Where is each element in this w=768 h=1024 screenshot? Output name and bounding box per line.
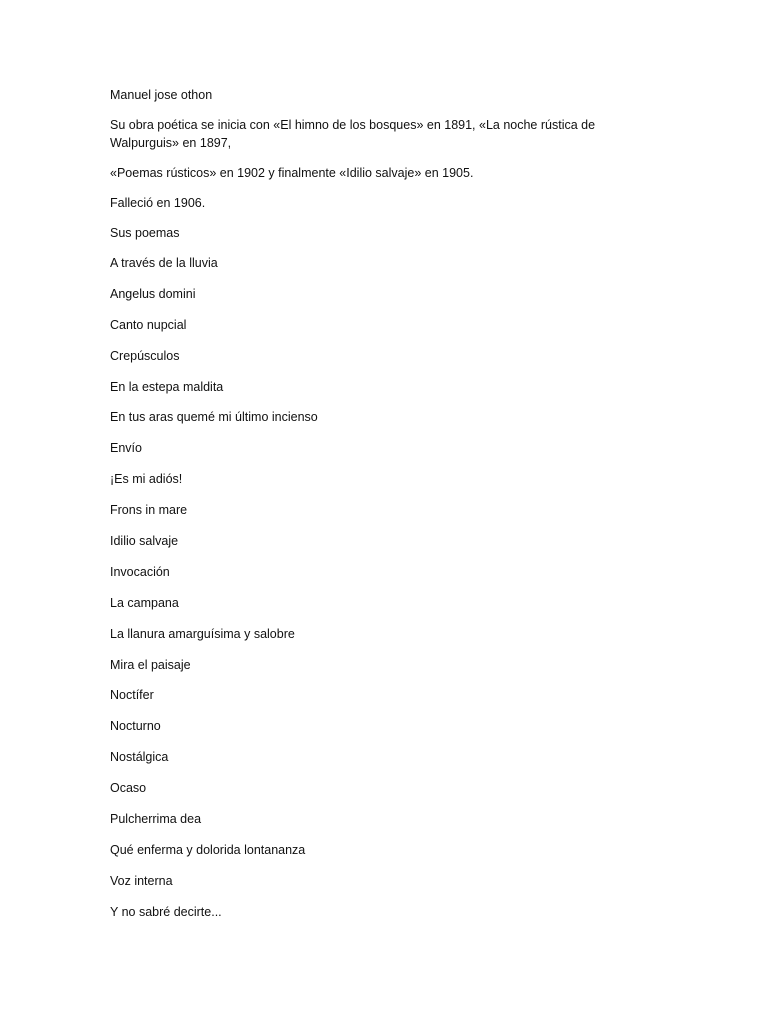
poem-item: Angelus domini (110, 286, 196, 301)
poem-item: Qué enferma y dolorida lontananza (110, 842, 306, 857)
death-paragraph: Falleció en 1906. (110, 196, 206, 210)
document-title: Manuel jose othon (110, 88, 213, 102)
poem-item: Mira el paisaje (110, 657, 191, 672)
poems-heading: Sus poemas (110, 226, 180, 240)
poem-item: Invocación (110, 564, 170, 579)
poem-item: Noctífer (110, 688, 154, 703)
poem-item: Envío (110, 441, 142, 456)
poem-item: A través de la lluvia (110, 256, 218, 270)
poem-item: Frons in mare (110, 503, 188, 518)
poem-item: Idilio salvaje (110, 534, 179, 549)
poem-item: En la estepa maldita (110, 379, 224, 394)
poem-item: Ocaso (110, 781, 147, 796)
poem-item: Nostálgica (110, 750, 169, 765)
poem-item: Y no sabré decirte... (110, 904, 222, 919)
document-page (110, 86, 630, 934)
poem-item: Canto nupcial (110, 317, 187, 332)
intro-paragraph-2: «Poemas rústicos» en 1902 y finalmente «Idilio salvaje» en 1905. (110, 166, 474, 180)
poem-item: Voz interna (110, 873, 173, 888)
poem-item: Nocturno (110, 719, 161, 734)
poem-item: Pulcherrima dea (110, 812, 202, 827)
poem-item: ¡Es mi adiós! (110, 472, 183, 487)
poem-item: La llanura amarguísima y salobre (110, 626, 295, 641)
intro-paragraph-1: Su obra poética se inicia con «El himno de los bosques» en 1891, «La noche rústica de Walpurguis» en 1897, (110, 118, 596, 150)
poem-list (110, 254, 630, 921)
poem-item: Crepúsculos (110, 348, 180, 363)
poem-item: En tus aras quemé mi último incienso (110, 410, 318, 425)
poem-item: La campana (110, 595, 179, 610)
